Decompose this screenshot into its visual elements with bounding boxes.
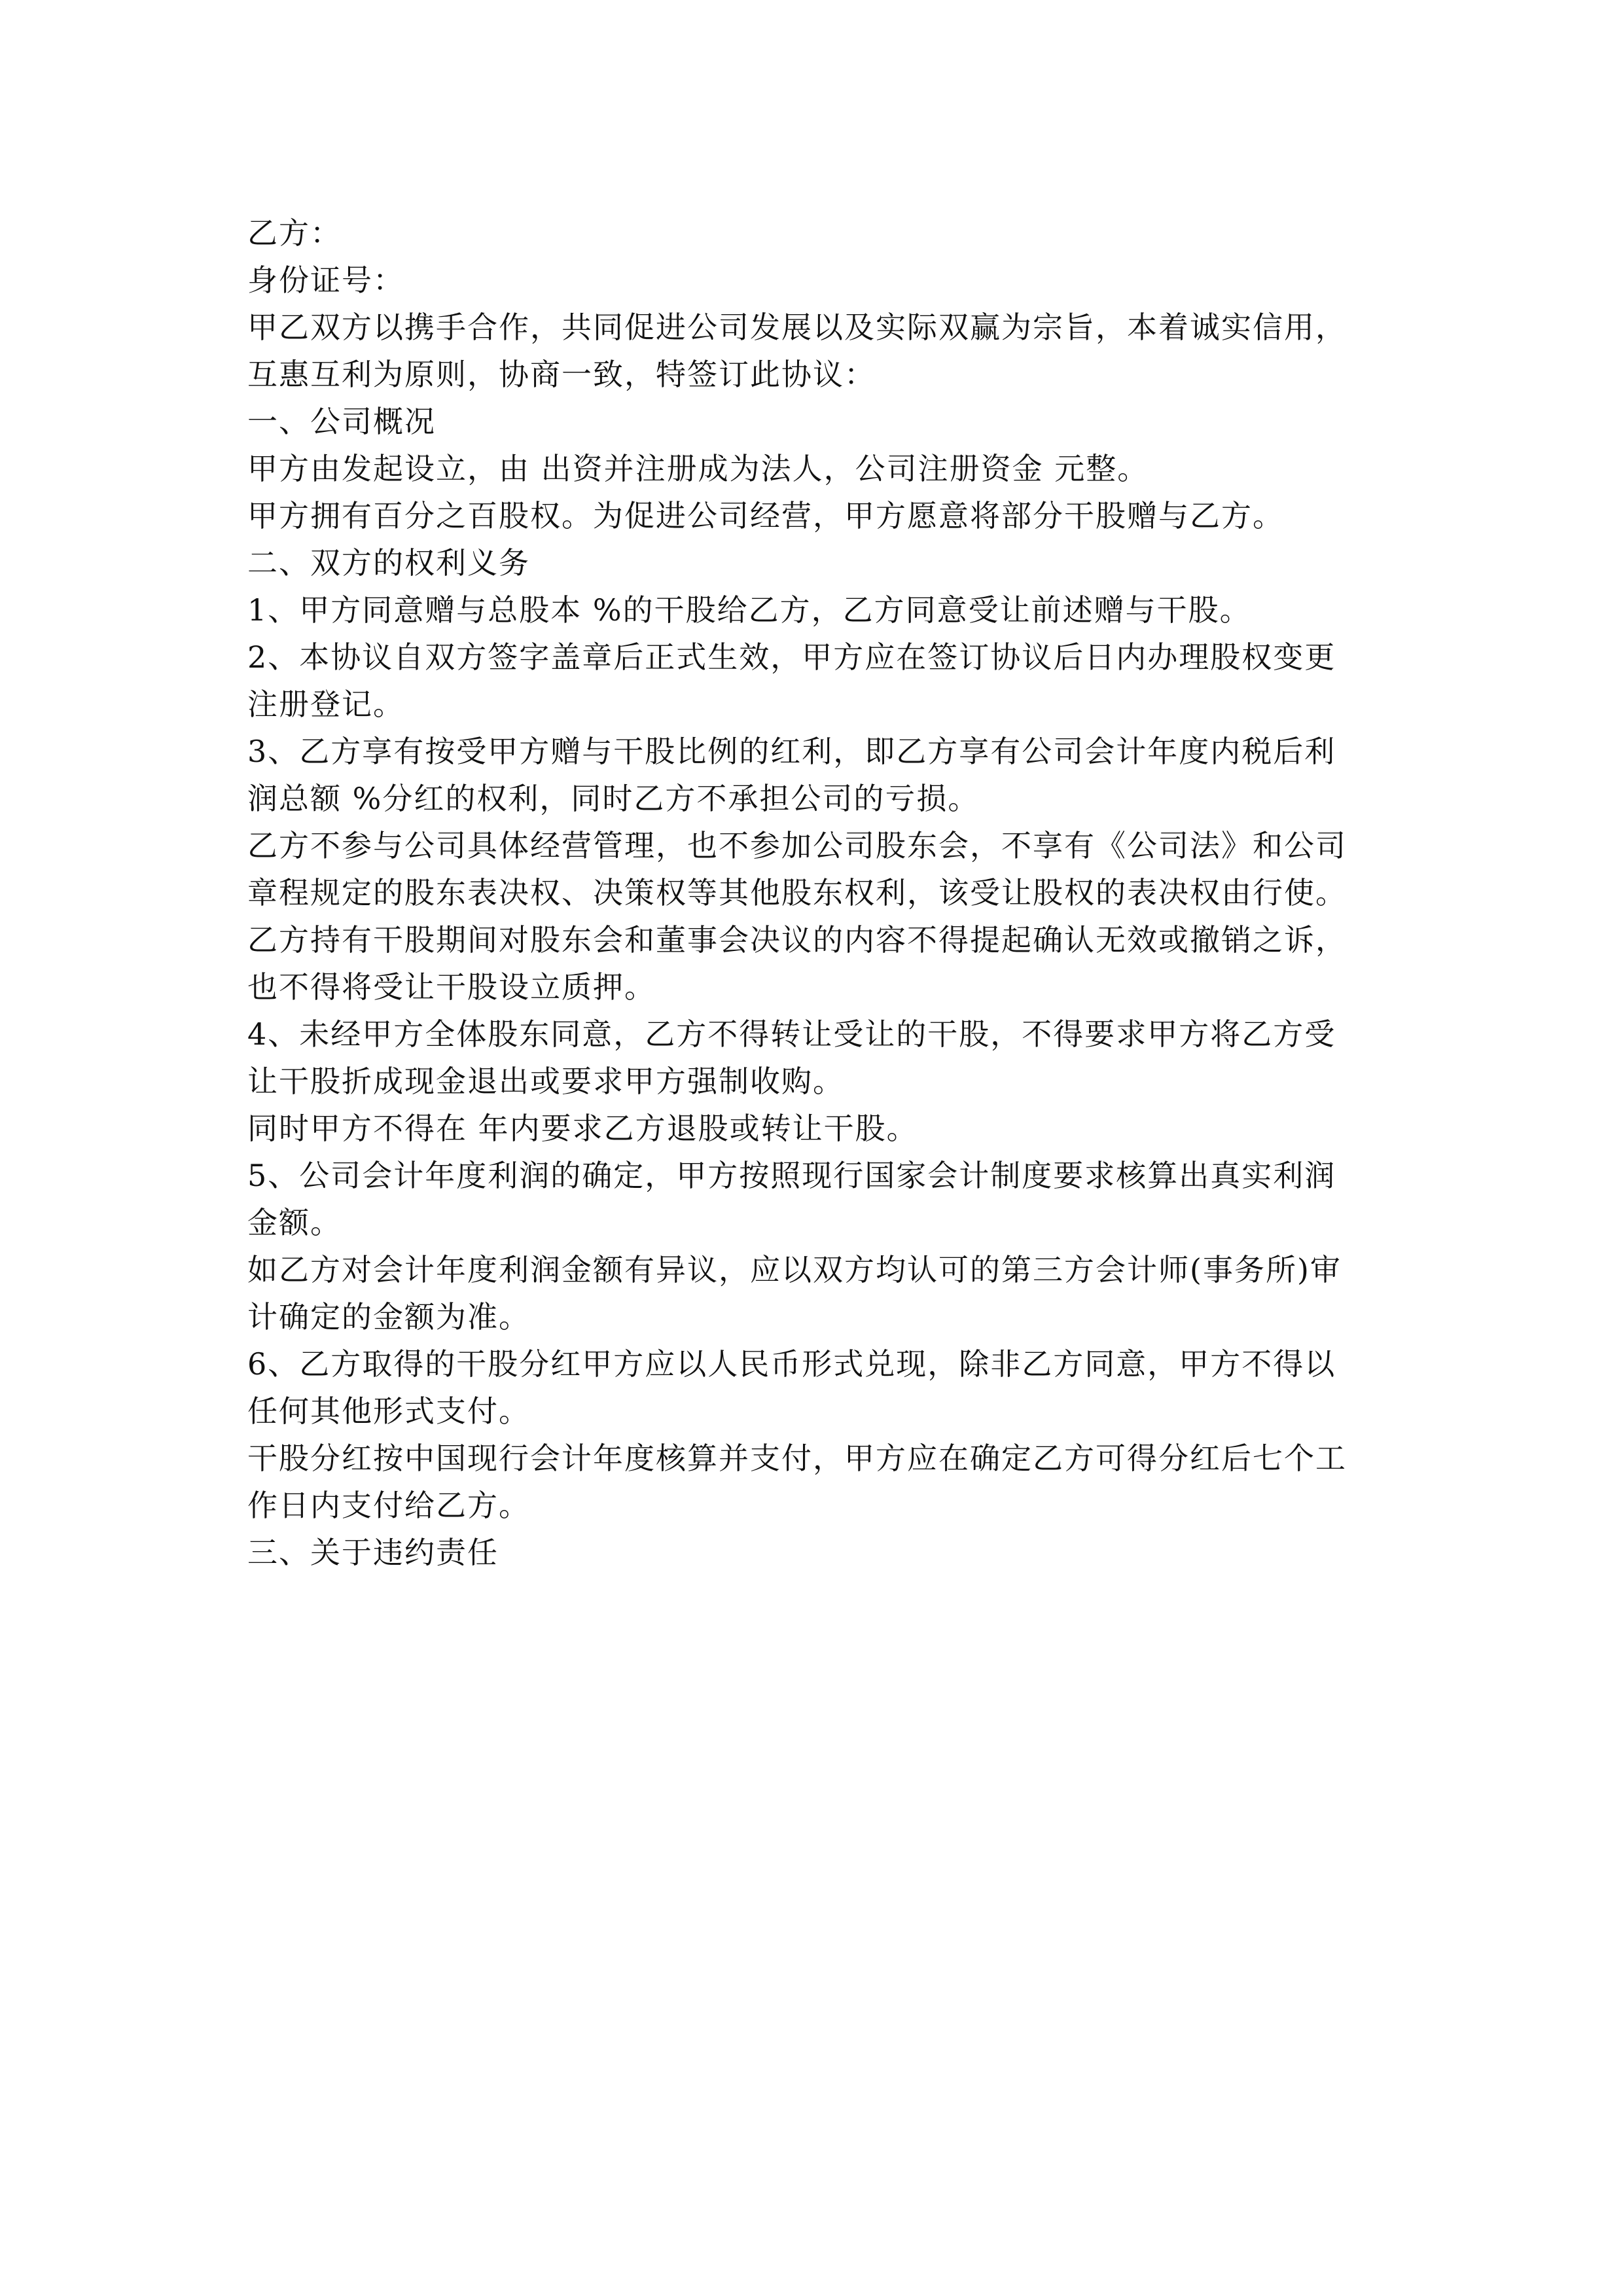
clause-3-detail-line-2: 章程规定的股东表决权、决策权等其他股东权利，该受让股权的表决权由行使。 bbox=[247, 875, 1347, 910]
clause-6-detail-line-1: 干股分红按中国现行会计年度核算并支付，甲方应在确定乙方可得分红后七个工 bbox=[247, 1441, 1347, 1476]
company-overview-line-1: 甲方由发起设立，由 出资并注册成为法人，公司注册资金 元整。 bbox=[247, 451, 1149, 486]
clause-1: 1、甲方同意赠与总股本 %的干股给乙方，乙方同意受让前述赠与干股。 bbox=[247, 592, 1251, 628]
party-b-label: 乙方： bbox=[247, 215, 342, 251]
clause-6-line-2: 任何其他形式支付。 bbox=[247, 1393, 530, 1429]
clause-3-detail-line-4: 也不得将受让干股设立质押。 bbox=[247, 969, 656, 1005]
section-1-heading: 一、公司概况 bbox=[247, 404, 436, 439]
clause-4-line-1: 4、未经甲方全体股东同意，乙方不得转让受让的干股，不得要求甲方将乙方受 bbox=[247, 1016, 1336, 1052]
preamble-line-2: 互惠互利为原则，协商一致，特签订此协议： bbox=[247, 357, 876, 392]
document-body bbox=[247, 209, 1393, 1576]
clause-5-detail-line-2: 计确定的金额为准。 bbox=[247, 1299, 530, 1335]
section-3-heading: 三、关于违约责任 bbox=[247, 1535, 499, 1570]
clause-6-detail-line-2: 作日内支付给乙方。 bbox=[247, 1488, 530, 1523]
clause-3-line-2: 润总额 %分红的权利，同时乙方不承担公司的亏损。 bbox=[247, 781, 980, 816]
clause-2-line-1: 2、本协议自双方签字盖章后正式生效，甲方应在签订协议后日内办理股权变更 bbox=[247, 639, 1336, 675]
clause-4-line-2: 让干股折成现金退出或要求甲方强制收购。 bbox=[247, 1064, 844, 1099]
clause-5-line-1: 5、公司会计年度利润的确定，甲方按照现行国家会计制度要求核算出真实利润 bbox=[247, 1158, 1336, 1193]
clause-2-line-2: 注册登记。 bbox=[247, 687, 404, 722]
id-number-label: 身份证号： bbox=[247, 262, 404, 298]
clause-5-line-2: 金额。 bbox=[247, 1205, 342, 1240]
section-2-heading: 二、双方的权利义务 bbox=[247, 545, 530, 581]
clause-5-detail-line-1: 如乙方对会计年度利润金额有异议，应以双方均认可的第三方会计师(事务所)审 bbox=[247, 1252, 1342, 1287]
clause-3-detail-line-1: 乙方不参与公司具体经营管理，也不参加公司股东会，不享有《公司法》和公司 bbox=[247, 828, 1347, 863]
clause-3-line-1: 3、乙方享有按受甲方赠与干股比例的红利，即乙方享有公司会计年度内税后利 bbox=[247, 734, 1336, 769]
preamble-line-1: 甲乙双方以携手合作，共同促进公司发展以及实际双赢为宗旨，本着诚实信用， bbox=[247, 310, 1347, 345]
clause-4-detail: 同时甲方不得在 年内要求乙方退股或转让干股。 bbox=[247, 1111, 918, 1146]
clause-3-detail-line-3: 乙方持有干股期间对股东会和董事会决议的内容不得提起确认无效或撤销之诉， bbox=[247, 922, 1347, 958]
company-overview-line-2: 甲方拥有百分之百股权。为促进公司经营，甲方愿意将部分干股赠与乙方。 bbox=[247, 498, 1284, 533]
clause-6-line-1: 6、乙方取得的干股分红甲方应以人民币形式兑现，除非乙方同意，甲方不得以 bbox=[247, 1346, 1336, 1382]
